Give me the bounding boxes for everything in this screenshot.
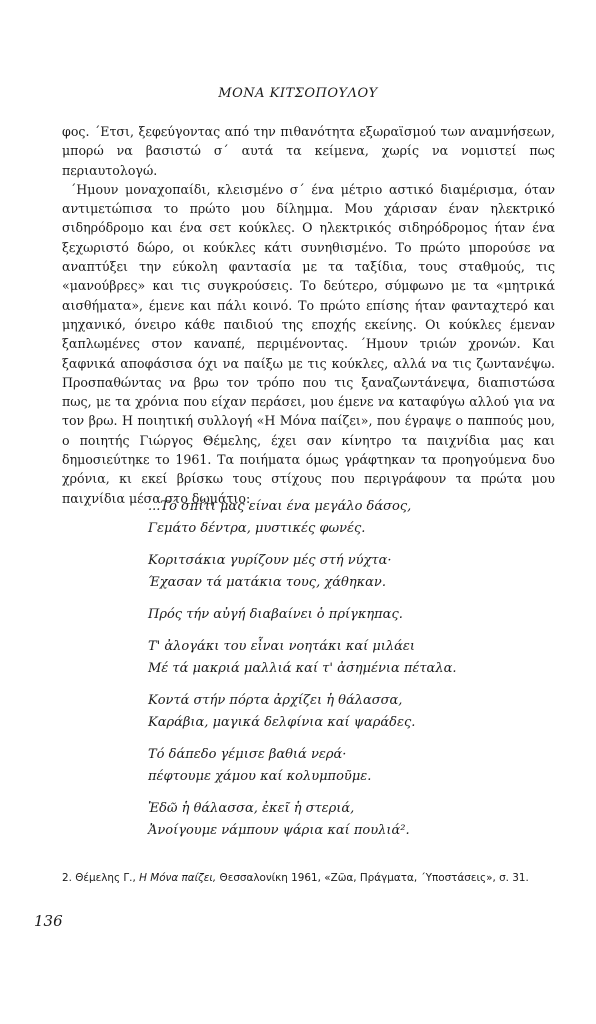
paragraph-1: φος. ΄Ετσι, ξεφεύγοντας από την πιθανότητα εξωραϊσμού των αναμνήσεων, μπορώ να βασιστώ σ΄ αυτά τα κείμενα, χωρίς να νομιστεί πως περιαυτολογώ. [62,124,555,178]
poem-stanza [148,690,568,734]
poem-line: Γεμάτο δέντρα, μυστικές φωνές. [148,521,366,536]
body-text [62,122,555,508]
poem-line: Έχασαν τά ματάκια τους, χάθηκαν. [148,575,386,590]
poem-excerpt [148,496,568,852]
footnote-details: Θεσσαλονίκη 1961, «Ζῶα, Πράγματα, ΄Υποστάσεις», σ. 31. [219,872,529,884]
poem-stanza [148,798,568,842]
poem-line: πέφτουμε χάμου καί κολυμποῦμε. [148,769,372,784]
footnote [62,872,562,884]
poem-stanza [148,744,568,788]
running-header: ΜΟΝΑ ΚΙΤΣΟΠΟΥΛΟΥ [218,86,378,101]
poem-line: Τό δάπεδο γέμισε βαθιά νερά· [148,747,347,762]
footnote-number: 2. [62,872,72,884]
poem-line: Κοντά στήν πόρτα ἀρχίζει ἡ θάλασσα, [148,693,403,708]
poem-line: Καράβια, μαγικά δελφίνια καί ψαράδες. [148,715,416,730]
poem-line: Τ' ἀλογάκι του εἶναι νοητάκι καί μιλάει [148,639,415,654]
poem-stanza [148,604,568,626]
poem-stanza [148,550,568,594]
poem-line: Κοριτσάκια γυρίζουν μές στή νύχτα· [148,553,392,568]
footnote-author: Θέμελης Γ., [75,872,136,884]
poem-stanza [148,636,568,680]
footnote-work-title: Η Μόνα παίζει, [139,872,217,884]
poem-line: Πρός τήν αὐγή διαβαίνει ὁ πρίγκηπας. [148,607,403,622]
poem-line: Μέ τά μακριά μαλλιά καί τ' ἀσημένια πέταλα. [148,661,457,676]
poem-stanza [148,496,568,540]
poem-line: Ἐδῶ ἡ θάλασσα, ἐκεῖ ἡ στεριά, [148,801,355,816]
poem-line: Ἀνοίγουμε νάμπουν ψάρια καί πουλιά². [148,823,410,838]
page-number: 136 [34,912,63,930]
poem-line: ...Τό σπίτι μας είναι ένα μεγάλο δάσος, [148,499,412,514]
paragraph-2: ΄Ημουν μοναχοπαίδι, κλεισμένο σ΄ ένα μέτριο αστικό διαμέρισμα, όταν αντιμετώπισα το πρώτο μου δίλημμα. Μου χάρισαν έναν ηλεκτρικό σιδηρόδρομο και ένα σετ κούκλες. Ο ηλεκτρικός σιδηρόδρομος ήταν ένα ξεχωριστό δώρο, οι κούκλες κάτι συνηθισμένο. Το πρώτο μπορούσε να αναπτύξει την εύκολη φαντασία με τα ταξίδια, τους σταθμούς, τις «μανούβρες» και τις συγκρούσεις. Το δεύτερο, σύμφωνο με τα «μητρικά αισθήματα», έμενε και πάλι κοινό. Το πρώτο επίσης ήταν φανταχτερό και μηχανικό, όνειρο κάθε παιδιού της εποχής εκείνης. Οι κούκλες έμεναν ξαπλωμένες στον καναπέ, περιμένοντας. ΄Ημουν τριών χρονών. Και ξαφνικά αποφάσισα όχι να παίξω με τις κούκλες, αλλά να τις ζωντανέψω. Προσπαθώντας να βρω τον τρόπο που τις ξαναζωντάνεψα, διαπιστώσα πως, με τα χρόνια που είχαν περάσει, μου έμενε να καταφύγω αλλού για να τον βρω. Η ποιητική συλλογή «Η Μόνα παίζει», που έγραψε ο παππούς μου, ο ποιητής Γιώργος Θέμελης, έχει σαν κίνητρο τα παιχνίδια μας και δημοσιεύτηκε το 1961. Τα ποιήματα όμως γράφτηκαν τα προηγούμενα δυο χρόνια, κι εκεί βρίσκω τους στίχους που περιγράφουν τα πρώτα μου παιχνίδια μέσα στο δωμάτιο: [62,181,555,506]
